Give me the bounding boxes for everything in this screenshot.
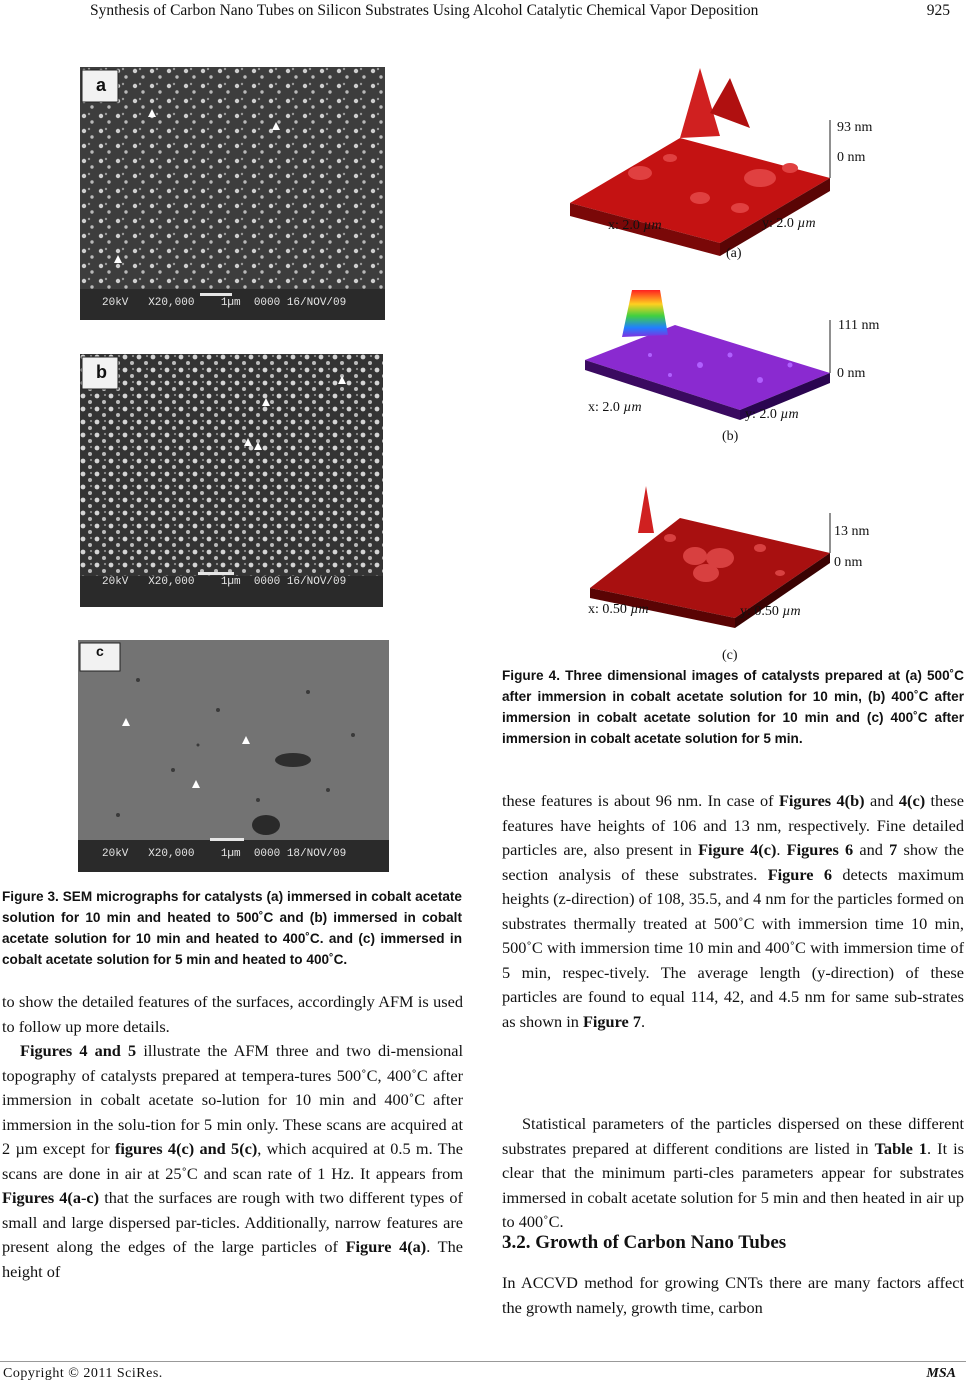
sem-panel-letter: c	[96, 643, 104, 659]
afm-z-max-label: 13 nm	[834, 524, 870, 539]
text-span: that the surfaces are rough with two different types of small and large dispersed par-ticles. Additionally, narrow features are present along the edges of the large particles of	[2, 1188, 463, 1256]
afm-x-axis-label	[588, 400, 642, 416]
page-number: 925	[926, 2, 950, 19]
afm-y-axis-label	[762, 216, 816, 232]
ref-figures-4b: Figures 4(b)	[778, 791, 865, 810]
left-paragraph-1: to show the detailed features of the surfaces, accordingly AFM is used to follow up more details.	[2, 992, 463, 1036]
afm-z-max-label: 111 nm	[838, 318, 880, 333]
sem-panel-c	[78, 640, 389, 872]
afm-y-axis-value: y: 2.0	[745, 407, 777, 422]
text-span: these features is about 96 nm. In case of	[502, 791, 779, 810]
footer-rule	[0, 1361, 966, 1362]
afm-z-min-label: 0 nm	[837, 150, 866, 165]
ref-figure-4c: Figure 4(c)	[698, 840, 777, 859]
running-title: Synthesis of Carbon Nano Tubes on Silicon Substrates Using Alcohol Catalytic Chemical Vapor Deposition	[90, 2, 759, 19]
sem-panel-b	[80, 354, 383, 607]
afm-y-axis-value: y: 2.0	[762, 216, 794, 231]
text-span: these features have heights of 106 and 13 nm, respectively. Fine detailed particles are, also present in	[502, 791, 964, 859]
ref-figures-6: Figures 6	[786, 840, 854, 859]
afm-x-axis-label	[588, 602, 649, 618]
figure-3-caption: Figure 3. SEM micrographs for catalysts (a) immersed in cobalt acetate solution for 10 min and heated to 500˚C and (b) immersed in cobalt acetate solution for 10 min and heated to 400˚C. and (c) immersed in cobalt acetate solution for 5 min and heated to 400˚C.	[2, 889, 462, 967]
sem-info-bar: 20kV X20,000 1µm 0000 16/NOV/09	[102, 297, 347, 309]
copyright: Copyright © 2011 SciRes.	[3, 1366, 163, 1381]
right-paragraph-1	[502, 789, 964, 1034]
journal-name: MSA	[926, 1366, 956, 1381]
afm-x-axis-value: x: 0.50	[588, 602, 627, 617]
afm-panel-a	[560, 58, 940, 268]
sem-panel-a	[80, 67, 385, 320]
text-span: , which acquired at 0.5 m. The scans are done in air at 25˚C and scan rate of 1 Hz. It appears from	[2, 1139, 463, 1183]
afm-y-axis-label	[740, 604, 801, 620]
section-heading: 3.2. Growth of Carbon Nano Tubes	[502, 1232, 787, 1253]
text-span: .	[776, 840, 787, 859]
ref-table-1: Table 1	[874, 1138, 928, 1158]
sem-panel-letter: a	[96, 75, 107, 95]
ref-7: 7	[889, 840, 898, 859]
afm-panel-b	[560, 285, 940, 460]
afm-unit: µm	[780, 407, 799, 422]
afm-panel-label: (a)	[726, 246, 742, 261]
right-paragraph-2	[502, 1112, 964, 1235]
text-span: and	[853, 840, 890, 859]
text-span: .	[641, 1011, 646, 1031]
afm-z-max-label: 93 nm	[837, 120, 873, 135]
ref-4c: 4(c)	[898, 791, 926, 810]
sem-info-bar: 20kV X20,000 1µm 0000 18/NOV/09	[102, 848, 347, 860]
afm-unit: µm	[623, 400, 642, 415]
text-span: illustrate the AFM three and two di-mensional topography of catalysts prepared at tempera-tures 500˚C, 400˚C after immersion in cobalt acetate so-lution for 10 min and 400˚C after immersion in the solu-tion for 5 min only. These scans are acquired at 2 µm except for	[2, 1041, 464, 1158]
text-span: detects maximum heights (z-direction) of 108, 35.5, and 4 nm for the particles formed on substrates thermally treated at 500˚C with immersion time 10 min, 500˚C with immersion time 10 min and 400˚C with immersion time of 5 min, respec-tively. The average length (y-direction) of these particles are found to equal 114, 42, and 4.5 nm for same sub-strates as shown in	[502, 864, 965, 1031]
text-span: show the section analysis of these substrates.	[502, 840, 965, 884]
afm-x-axis-value: x: 2.0	[588, 400, 620, 415]
afm-unit: µm	[797, 216, 816, 231]
right-paragraph-3: In ACCVD method for growing CNTs there are many factors affect the growth namely, growth time, carbon	[502, 1273, 964, 1317]
afm-unit: µm	[643, 218, 662, 233]
ref-figure-4a: Figure 4(a)	[345, 1237, 427, 1256]
page-footer	[0, 1366, 966, 1384]
afm-z-min-label: 0 nm	[837, 366, 866, 381]
afm-panel-label: (b)	[722, 429, 739, 444]
afm-unit: µm	[630, 602, 649, 617]
ref-figures-4c-5c: figures 4(c) and 5(c)	[114, 1139, 258, 1158]
afm-z-min-label: 0 nm	[834, 555, 863, 570]
sem-info-bar: 20kV X20,000 1µm 0000 16/NOV/09	[102, 576, 347, 588]
ref-figures-4a-c: Figures 4(a-c)	[2, 1188, 100, 1207]
ref-figures-4-5: Figures 4 and 5	[20, 1041, 137, 1060]
afm-y-axis-label	[745, 407, 799, 423]
text-span: and	[864, 791, 899, 810]
text-span: . It is clear that the minimum parti-cles parameters appear for substrates immersed in cobalt acetate solution for 5 min and then heated in air up to 400˚C.	[502, 1138, 964, 1231]
afm-y-axis-value: y: 0.50	[740, 604, 779, 619]
ref-figure-7: Figure 7	[582, 1011, 641, 1031]
afm-panel-c	[560, 478, 940, 666]
afm-x-axis-value: x: 2.0	[608, 218, 640, 233]
text-span: . The height of	[2, 1237, 463, 1281]
sem-panel-letter: b	[96, 362, 107, 382]
page-header	[0, 2, 966, 24]
ref-figure-6: Figure 6	[767, 864, 833, 884]
afm-panel-label: (c)	[722, 648, 738, 663]
text-span: Statistical parameters of the particles dispersed on these different substrates prepared at different conditions are listed in	[502, 1114, 964, 1158]
afm-unit: µm	[782, 604, 801, 619]
figure-4-caption: Figure 4. Three dimensional images of catalysts prepared at (a) 500˚C after immersion in cobalt acetate solution for 10 min, (b) 400˚C after immersion in cobalt acetate solution for 10 min and (c) 400˚C after immersion in cobalt acetate solution for 5 min.	[502, 668, 964, 746]
left-paragraph-2	[2, 1039, 463, 1284]
afm-x-axis-label	[608, 218, 662, 234]
